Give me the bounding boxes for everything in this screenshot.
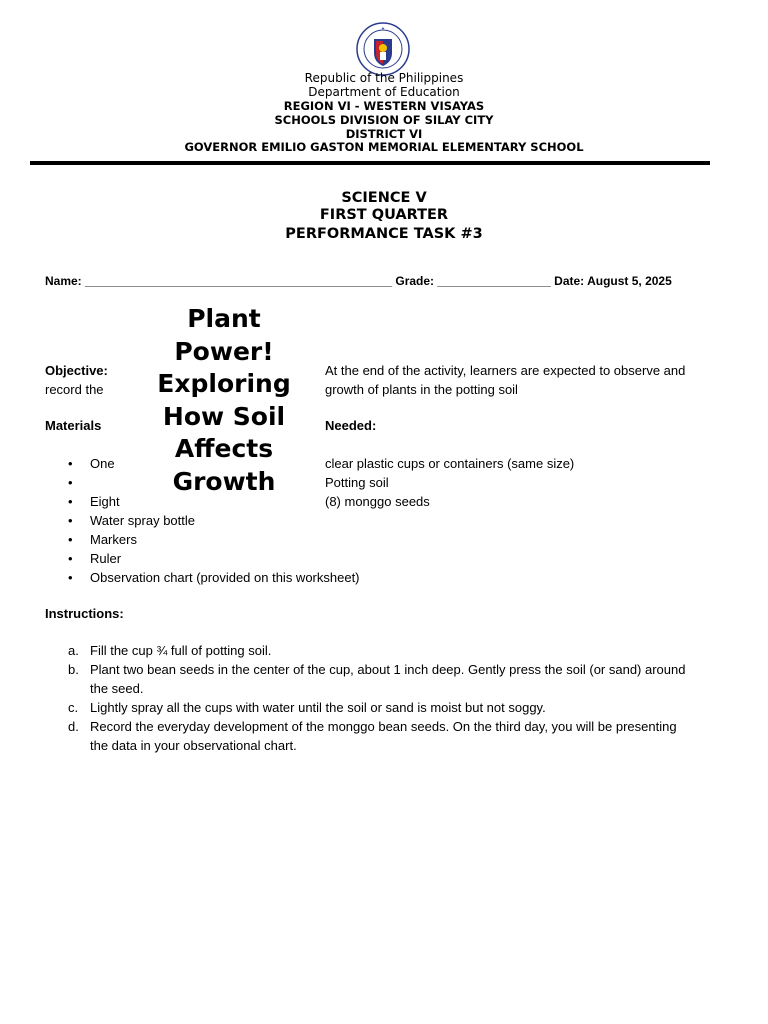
svg-text:✦: ✦	[381, 27, 385, 32]
activity-title-line: Affects	[174, 434, 274, 463]
instruction-text-cont: the seed.	[90, 681, 144, 696]
header-district: DISTRICT VI	[345, 127, 423, 141]
title-subject: SCIENCE V	[341, 190, 427, 206]
name-field: Name: ______________________________________________	[45, 274, 393, 288]
instruction-text: Plant two bean seeds in the center of the cup, about 1 inch deep. Gently press the soil (or sand) around	[90, 662, 686, 677]
instruction-letter: a.	[68, 643, 79, 658]
material-right: Potting soil	[325, 475, 389, 490]
instruction-text: Record the everyday development of the monggo bean seeds. On the third day, you will be presenting	[90, 719, 677, 734]
grade-field: Grade: _________________	[395, 274, 551, 288]
instruction-letter: b.	[68, 662, 79, 677]
materials-list	[0, 456, 768, 596]
instruction-letter: d.	[68, 719, 79, 734]
activity-title-line: Plant	[187, 304, 261, 333]
bullet: •	[68, 456, 73, 471]
bullet: •	[68, 551, 73, 566]
material-left: Observation chart (provided on this worksheet)	[90, 570, 360, 585]
material-right: clear plastic cups or containers (same size)	[325, 456, 575, 471]
materials-needed-label: Needed:	[325, 418, 377, 433]
header-department: Department of Education	[308, 85, 460, 99]
instruction-letter: c.	[68, 700, 79, 715]
bullet: •	[68, 532, 73, 547]
instructions-label: Instructions:	[45, 606, 124, 621]
bullet: •	[68, 494, 73, 509]
instruction-text-cont: the data in your observational chart.	[90, 738, 297, 753]
objective-text-1: At the end of the activity, learners are expected to observe and	[325, 363, 686, 378]
material-left: Water spray bottle	[90, 513, 196, 528]
materials-label: Materials	[45, 418, 102, 433]
activity-title	[152, 303, 296, 498]
info-row	[45, 274, 725, 288]
objective-text-2: record the	[45, 382, 104, 397]
title-task: PERFORMANCE TASK #3	[285, 226, 483, 242]
activity-title-line: Power!	[174, 336, 274, 366]
header-region: REGION VI - WESTERN VISAYAS	[283, 99, 485, 113]
material-right: (8) monggo seeds	[325, 494, 430, 509]
activity-title-line: Exploring	[157, 369, 291, 398]
header-republic: Republic of the Philippines	[304, 71, 464, 85]
objective-text-3: growth of plants in the potting soil	[325, 382, 518, 397]
header-division: SCHOOLS DIVISION OF SILAY CITY	[274, 113, 494, 127]
instruction-text: Fill the cup ¾ full of potting soil.	[90, 643, 272, 658]
material-left: Ruler	[90, 551, 122, 566]
material-left: Eight	[90, 494, 120, 509]
date-field: Date: August 5, 2025	[554, 274, 672, 288]
header-school: GOVERNOR EMILIO GASTON MEMORIAL ELEMENTARY SCHOOL	[184, 140, 584, 154]
instructions-list	[0, 643, 768, 763]
objective-label: Objective:	[45, 363, 108, 378]
deped-seal-logo	[356, 22, 410, 76]
activity-title-line: Growth	[172, 466, 276, 496]
bullet: •	[68, 475, 73, 490]
instruction-text: Lightly spray all the cups with water until the soil or sand is moist but not soggy.	[90, 700, 546, 715]
bullet: •	[68, 513, 73, 528]
header-divider	[30, 161, 710, 165]
material-left: Markers	[90, 532, 137, 547]
title-quarter: FIRST QUARTER	[319, 207, 449, 223]
material-left: One	[90, 456, 115, 471]
activity-title-line: How Soil	[162, 401, 286, 431]
bullet: •	[68, 570, 73, 585]
